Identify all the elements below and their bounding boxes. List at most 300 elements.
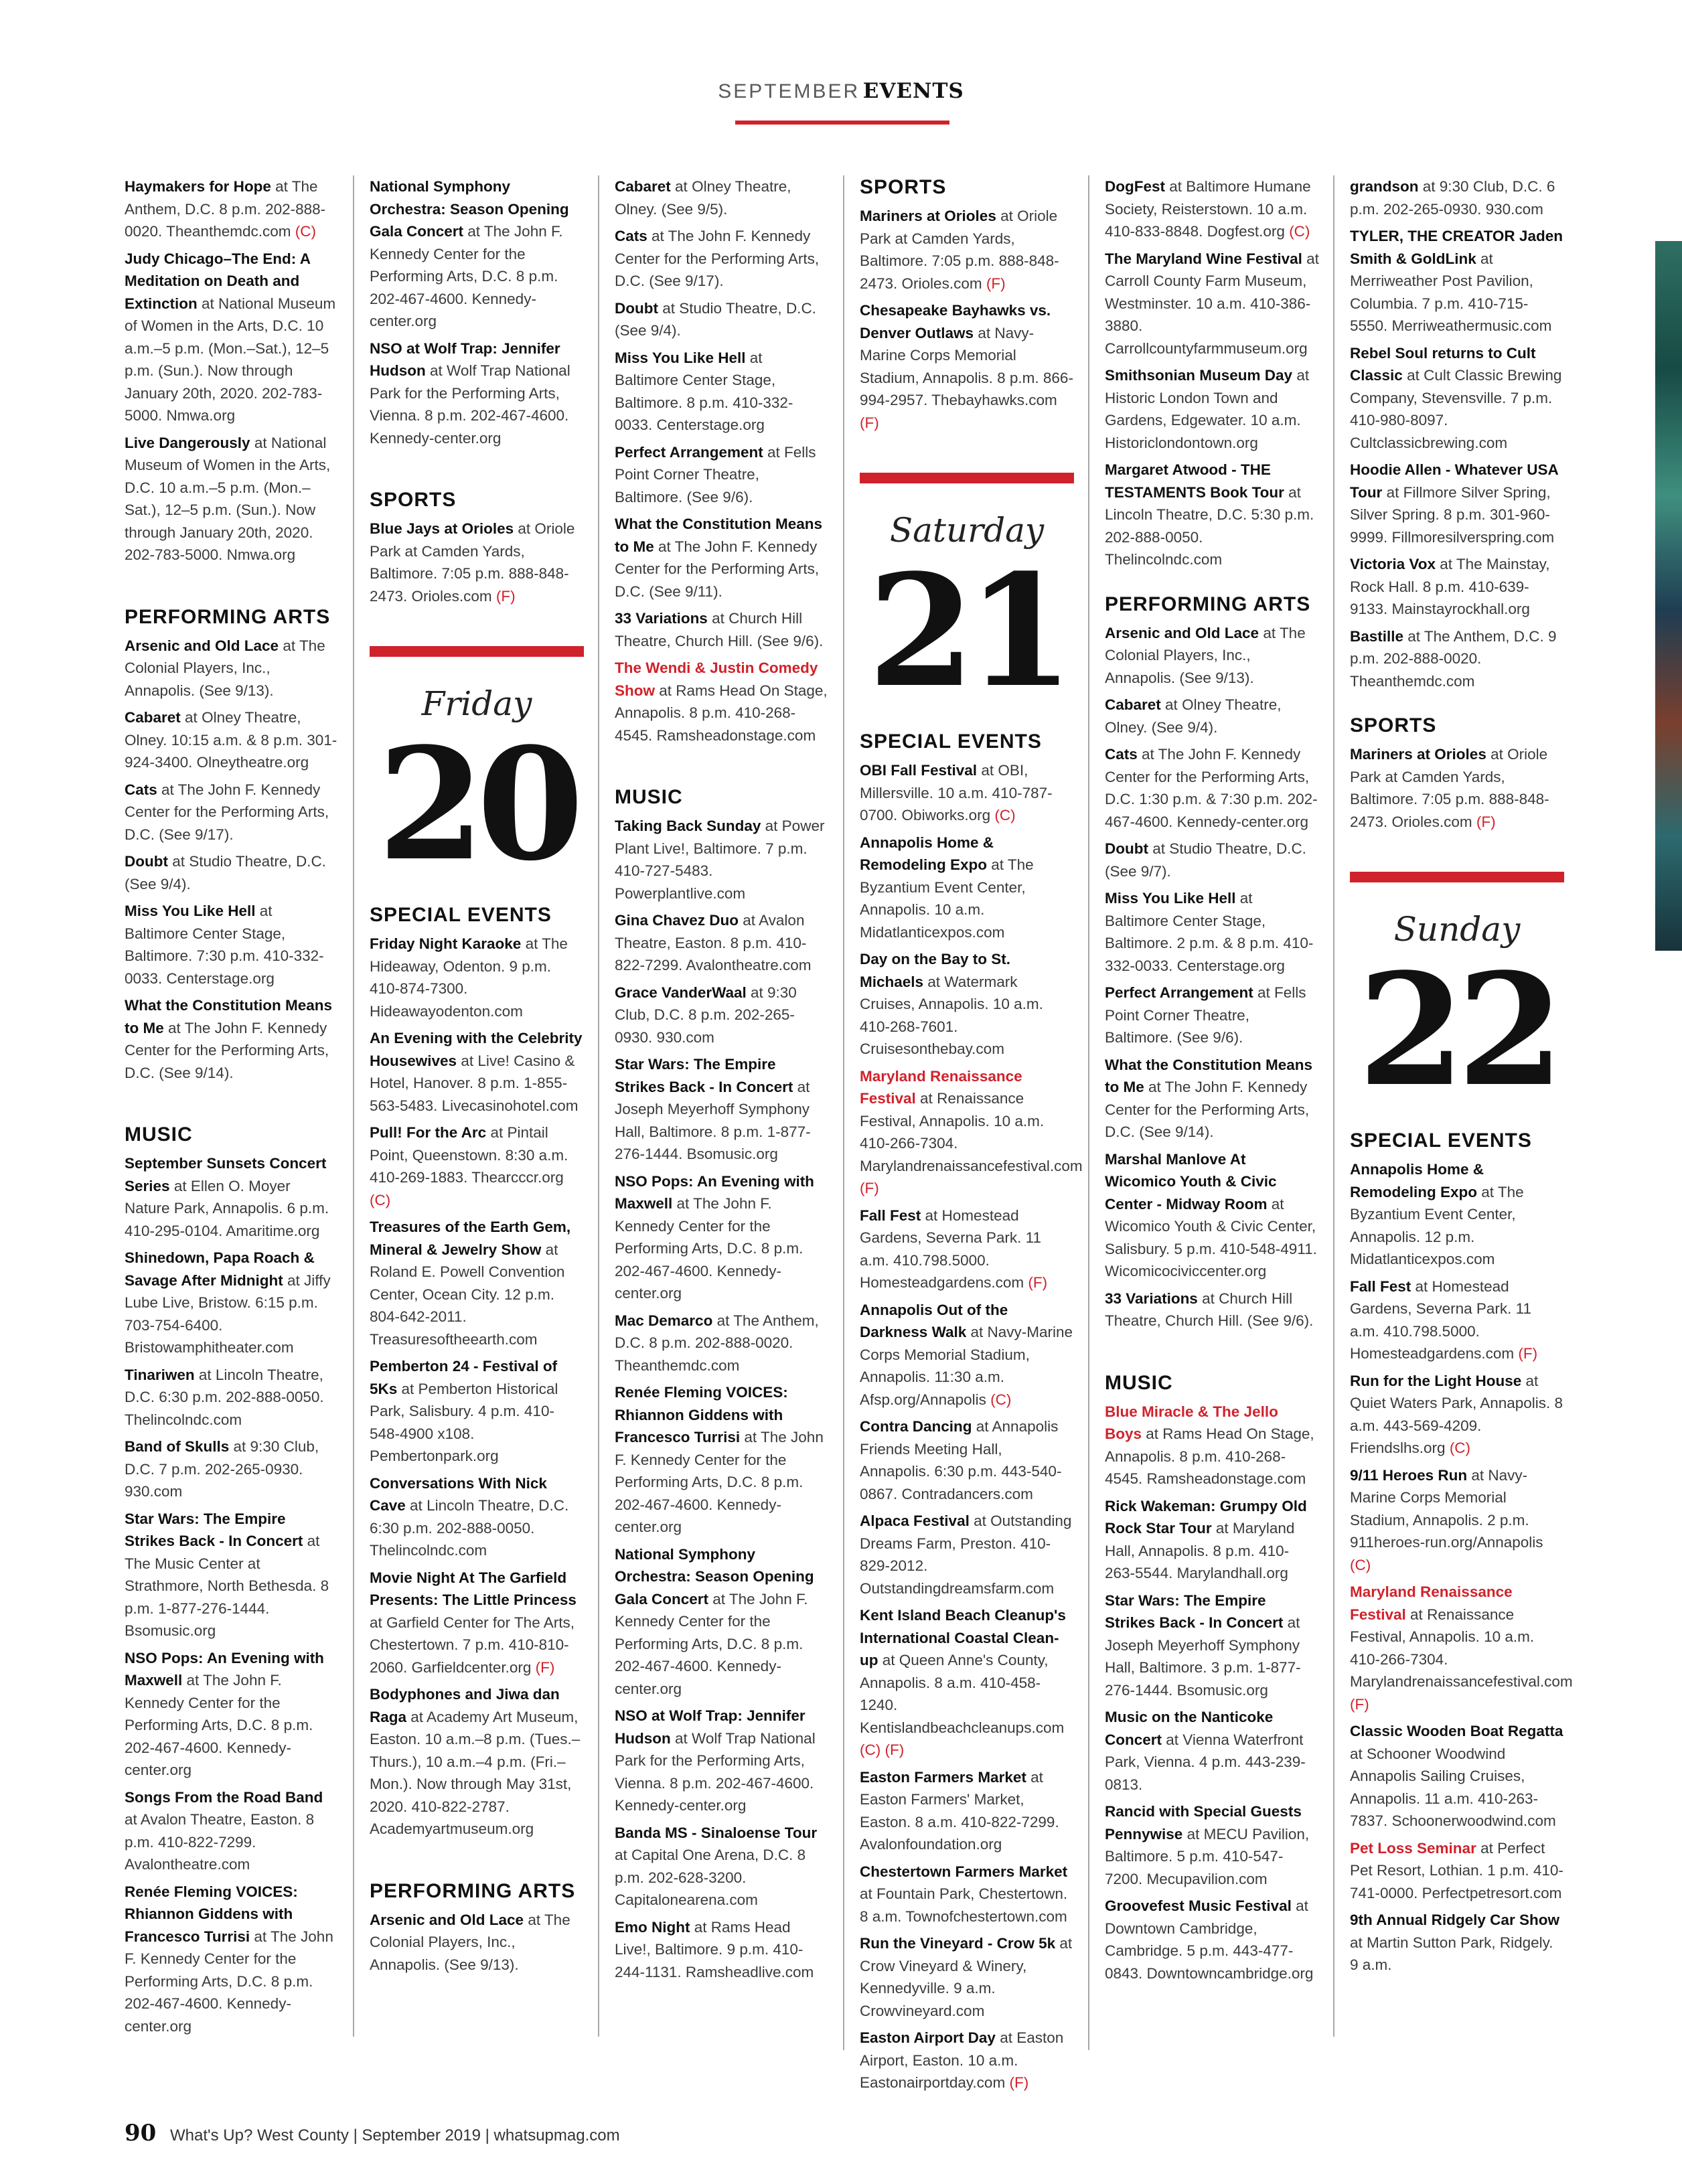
- event-details: at The Mainstay, Rock Hall. 8 p.m. 410-639-9133. Mainstayrockhall.org: [1350, 556, 1550, 617]
- event-name: Rancid with Special Guests Pennywise: [1105, 1803, 1302, 1843]
- event-name: Arsenic and Old Lace: [125, 637, 279, 654]
- event-name: Star Wars: The Empire Strikes Back - In Concert: [615, 1056, 793, 1095]
- event-details: at Ellen O. Moyer Nature Park, Annapolis. 6 p.m. 410-295-0104. Amaritime.org: [125, 1177, 329, 1239]
- event-name: Shinedown, Papa Roach & Savage After Midnight: [125, 1249, 315, 1289]
- event-listing: [1350, 342, 1564, 455]
- event-details: at The Colonial Players, Inc., Annapolis. (See 9/13).: [125, 637, 325, 699]
- event-listing: [1105, 1495, 1319, 1585]
- event-details: at Oriole Park at Camden Yards, Baltimore. 7:05 p.m. 888-848-2473. Orioles.com: [1350, 746, 1549, 830]
- header-section: SEPTEMBER: [718, 80, 860, 102]
- event-details: at The John F. Kennedy Center for the Performing Arts, D.C. 8 p.m. 202-467-4600. Kennedy-center.org: [615, 1590, 808, 1697]
- event-listing: [370, 175, 584, 333]
- event-listing: [1350, 1464, 1564, 1577]
- event-name: NSO at Wolf Trap: Jennifer Hudson: [370, 339, 560, 379]
- event-listing: [860, 1299, 1074, 1411]
- event-listing: [370, 1683, 584, 1841]
- event-name: Maryland Renaissance Festival: [860, 1067, 1022, 1107]
- event-listing: [860, 1065, 1083, 1200]
- event-name: Doubt: [125, 853, 168, 870]
- event-listing: [860, 759, 1074, 827]
- event-listing: [125, 850, 339, 895]
- event-listing: [1105, 1589, 1319, 1702]
- event-details: at Historic London Town and Gardens, Edgewater. 10 a.m. Historiclondontown.org: [1105, 367, 1310, 451]
- day-number: 22: [1357, 940, 1557, 1121]
- event-listing: [125, 1647, 339, 1782]
- event-name: Margaret Atwood - THE TESTAMENTS Book Tour: [1105, 461, 1284, 501]
- event-name: Pemberton 24 - Festival of 5Ks: [370, 1358, 558, 1397]
- event-details: at The John F. Kennedy Center for the Performing Arts, D.C. 1:30 p.m. & 7:30 p.m. 202-467-4600. Kennedy-center.org: [1105, 746, 1318, 830]
- event-name: The Wendi & Justin Comedy Show: [615, 659, 818, 699]
- event-listing: [370, 1216, 584, 1350]
- section-heading: MUSIC: [1105, 1371, 1173, 1394]
- event-details: at The John F. Kennedy Center for the Performing Arts, D.C. 8 p.m. 202-467-4600. Kennedy-center.org: [615, 1195, 804, 1302]
- event-details: at Fillmore Silver Spring, Silver Spring. 8 p.m. 301-960-9999. Fillmoresilverspring.com: [1350, 483, 1555, 546]
- section-heading: MUSIC: [615, 786, 683, 808]
- event-name: Cabaret: [1105, 696, 1161, 713]
- event-details: at Olney Theatre, Olney. 10:15 a.m. & 8 p.m. 301-924-3400. Olneytheatre.org: [125, 709, 337, 771]
- event-listing: [1105, 364, 1319, 454]
- event-details: at Navy-Marine Corps Memorial Stadium, Annapolis. 8 p.m. 866-994-2957. Thebayhawks.com: [860, 324, 1073, 408]
- event-details: at Cult Classic Brewing Company, Stevensville. 7 p.m. 410-980-8097. Cultclassicbrewing.com: [1350, 367, 1562, 451]
- event-details: at Live! Casino & Hotel, Hanover. 8 p.m. 1-855-563-5483. Livecasinohotel.com: [370, 1052, 579, 1114]
- event-name: Maryland Renaissance Festival: [1350, 1583, 1513, 1623]
- event-name: Banda MS - Sinaloense Tour: [615, 1824, 818, 1841]
- event-details: at Watermark Cruises, Annapolis. 10 a.m. 410-268-7601. Cruisesonthebay.com: [860, 973, 1043, 1057]
- event-name: TYLER, THE CREATOR Jaden Smith & GoldLink: [1350, 228, 1563, 267]
- event-flag: (F): [860, 1180, 879, 1196]
- event-flag: (C): [994, 807, 1016, 824]
- event-details: at Jiffy Lube Live, Bristow. 6:15 p.m. 703-754-6400. Bristowamphitheater.com: [125, 1271, 331, 1356]
- event-name: Movie Night At The Garfield Presents: The Little Princess: [370, 1569, 577, 1608]
- event-name: 33 Variations: [615, 610, 708, 627]
- event-details: at 9:30 Club, D.C. 7 p.m. 202-265-0930. 930.com: [125, 1438, 319, 1500]
- event-name: Band of Skulls: [125, 1438, 230, 1455]
- day-header: [370, 646, 584, 895]
- event-listing: [1105, 838, 1319, 882]
- event-listing: [615, 297, 829, 342]
- event-name: National Symphony Orchestra: Season Opening Gala Concert: [370, 178, 569, 240]
- event-name: Contra Dancing: [860, 1418, 972, 1435]
- event-listing: [1350, 1581, 1573, 1715]
- event-name: Miss You Like Hell: [1105, 890, 1236, 907]
- event-name: Treasures of the Earth Gem, Mineral & Jewelry Show: [370, 1219, 571, 1258]
- page-footer: [125, 2120, 620, 2147]
- event-name: Arsenic and Old Lace: [1105, 624, 1259, 641]
- event-details: at Homestead Gardens, Severna Park. 11 a.m. 410.798.5000. Homesteadgardens.com: [860, 1206, 1041, 1291]
- event-details: at The John F. Kennedy Center for the Performing Arts, D.C. (See 9/17).: [125, 781, 329, 843]
- event-listing: [615, 1916, 829, 1984]
- event-name: Alpaca Festival: [860, 1512, 970, 1529]
- section-heading: PERFORMING ARTS: [125, 605, 331, 628]
- event-details: at The John F. Kennedy Center for the Performing Arts, D.C. 8 p.m. 202-467-4600. Kennedy-center.org: [125, 1928, 333, 2035]
- event-listing: [1105, 248, 1319, 360]
- event-details: at The Colonial Players, Inc., Annapolis. (See 9/13).: [1105, 624, 1306, 686]
- event-name: Star Wars: The Empire Strikes Back - In Concert: [125, 1510, 303, 1549]
- event-details: at The Colonial Players, Inc., Annapolis. (See 9/13).: [370, 1911, 570, 1973]
- day-header: [1350, 872, 1564, 1121]
- event-listing: [860, 1415, 1074, 1505]
- event-name: Chesapeake Bayhawks vs. Denver Outlaws: [860, 302, 1051, 341]
- event-name: 9/11 Heroes Run: [1350, 1466, 1468, 1484]
- event-details: at The John F. Kennedy Center for the Performing Arts, D.C. 8 p.m. 202-467-4600. Kennedy-center.org: [370, 223, 563, 329]
- event-details: at National Museum of Women in the Arts, D.C. 10 a.m.–5 p.m. (Mon.–Sat.), 12–5 p.m. (Sun.). Now through January 20th, 2020. 202-783-5000. Nmwa.org: [125, 295, 336, 424]
- event-listing: [1350, 1837, 1564, 1905]
- day-header: [860, 473, 1074, 722]
- event-listing: [1350, 175, 1564, 220]
- event-listing: [1350, 743, 1564, 833]
- event-name: Renée Fleming VOICES: Rhiannon Giddens with Francesco Turrisi: [125, 1883, 298, 1945]
- event-listing: [370, 1472, 584, 1562]
- event-details: at Pintail Point, Queenstown. 8:30 a.m. 410-269-1883. Thearcccr.org: [370, 1124, 568, 1186]
- event-name: Pet Loss Seminar: [1350, 1839, 1476, 1857]
- event-details: at The John F. Kennedy Center for the Performing Arts, D.C. 8 p.m. 202-467-4600. Kennedy-center.org: [125, 1672, 313, 1778]
- event-listing: [125, 175, 339, 243]
- event-listing: [125, 779, 339, 846]
- column-divider: [843, 175, 844, 2050]
- event-details: at Joseph Meyerhoff Symphony Hall, Baltimore. 8 p.m. 1-877-276-1444. Bsomusic.org: [615, 1078, 811, 1162]
- event-name: Annapolis Out of the Darkness Walk: [860, 1301, 1008, 1340]
- event-details: at Academy Art Museum, Easton. 10 a.m.–8 p.m. (Tues.–Thurs.), 10 a.m.–4 p.m. (Fri.–Mon.). Now through May 31st, 2020. 410-822-2787. Academyartmuseum.org: [370, 1708, 581, 1837]
- event-flag: (F): [1518, 1345, 1538, 1362]
- event-listing: [370, 1355, 584, 1468]
- event-details: at The Hideaway, Odenton. 9 p.m. 410-874-7300. Hideawayodenton.com: [370, 935, 568, 1020]
- event-name: Haymakers for Hope: [125, 178, 271, 195]
- event-name: Miss You Like Hell: [125, 903, 256, 919]
- event-details: at Maryland Hall, Annapolis. 8 p.m. 410-263-5544. Marylandhall.org: [1105, 1520, 1295, 1581]
- event-name: Fall Fest: [860, 1206, 921, 1224]
- event-name: Victoria Vox: [1350, 556, 1436, 572]
- event-listing: [615, 982, 829, 1049]
- event-listing: [860, 1604, 1074, 1762]
- event-details: at Lincoln Theatre, D.C. 6:30 p.m. 202-888-0050. Thelincolndc.com: [370, 1497, 569, 1559]
- event-details: at Fells Point Corner Theatre, Baltimore. (See 9/6).: [1105, 984, 1306, 1046]
- event-details: at Baltimore Center Stage, Baltimore. 7:30 p.m. 410-332-0033. Centerstage.org: [125, 903, 324, 987]
- event-listing: [370, 1909, 584, 1976]
- section-heading: SPORTS: [370, 489, 457, 511]
- event-details: at Power Plant Live!, Baltimore. 7 p.m. 410-727-5483. Powerplantlive.com: [615, 817, 825, 902]
- event-name: Conversations With Nick Cave: [370, 1474, 547, 1514]
- event-listing: [1105, 982, 1319, 1049]
- event-name: Kent Island Beach Cleanup's International Coastal Clean-up: [860, 1607, 1066, 1668]
- event-details: at Wolf Trap National Park for the Performing Arts, Vienna. 8 p.m. 202-467-4600. Kennedy-center.org: [615, 1729, 816, 1814]
- event-details: at Rams Head On Stage, Annapolis. 8 p.m. 410-268-4545. Ramsheadonstage.com: [615, 682, 828, 744]
- event-name: Gina Chavez Duo: [615, 912, 739, 929]
- header-rule: [735, 121, 949, 125]
- event-name: Run for the Light House: [1350, 1372, 1522, 1389]
- event-name: Judy Chicago–The End: A Meditation on Death and Extinction: [125, 250, 311, 312]
- day-rule: [1350, 872, 1564, 882]
- event-listing: [1105, 1706, 1319, 1796]
- event-listing: [125, 635, 339, 702]
- event-flag: (F): [986, 275, 1006, 292]
- event-details: at The John F. Kennedy Center for the Performing Arts, D.C. (See 9/14).: [125, 1019, 329, 1081]
- event-details: at Roland E. Powell Convention Center, Ocean City. 12 p.m. 804-642-2011. Treasuresoftheearth.com: [370, 1241, 565, 1348]
- event-details: at MECU Pavilion, Baltimore. 5 p.m. 410-547-7200. Mecupavilion.com: [1105, 1825, 1310, 1887]
- column-divider: [1333, 175, 1334, 2037]
- event-name: Annapolis Home & Remodeling Expo: [1350, 1161, 1484, 1200]
- event-flag: (F): [1028, 1274, 1048, 1291]
- event-name: Fall Fest: [1350, 1277, 1411, 1295]
- event-name: Blue Jays at Orioles: [370, 520, 514, 537]
- event-name: Easton Farmers Market: [860, 1768, 1026, 1786]
- event-name: 33 Variations: [1105, 1290, 1198, 1307]
- event-details: at The John F. Kennedy Center for the Performing Arts, D.C. (See 9/17).: [615, 228, 820, 289]
- event-name: Doubt: [1105, 840, 1148, 857]
- event-listing: [125, 248, 339, 427]
- event-details: at Navy-Marine Corps Memorial Stadium, Annapolis. 2 p.m. 911heroes-run.org/Annapolis: [1350, 1466, 1543, 1551]
- event-details: at Wolf Trap National Park for the Performing Arts, Vienna. 8 p.m. 202-467-4600. Kennedy-center.org: [370, 362, 570, 447]
- column-divider: [353, 175, 354, 2037]
- event-listing: [860, 1932, 1074, 2022]
- event-name: Perfect Arrangement: [615, 443, 763, 461]
- event-listing: [370, 933, 584, 1022]
- event-name: Day on the Bay to St. Michaels: [860, 951, 1011, 990]
- event-listing: [1105, 1288, 1319, 1332]
- event-name: September Sunsets Concert Series: [125, 1155, 327, 1194]
- event-listing: [125, 1247, 339, 1359]
- event-name: Pull! For the Arc: [370, 1124, 487, 1141]
- event-details: at The Anthem, D.C. 9 p.m. 202-888-0020. Theanthemdc.com: [1350, 627, 1557, 690]
- event-details: at Rams Head On Stage, Annapolis. 8 p.m. 410-268-4545. Ramsheadonstage.com: [1105, 1425, 1314, 1487]
- event-details: at Vienna Waterfront Park, Vienna. 4 p.m. 443-239-0813.: [1105, 1731, 1306, 1793]
- event-listing: [1105, 887, 1319, 977]
- event-listing: [1105, 622, 1319, 690]
- event-details: at Martin Sutton Park, Ridgely. 9 a.m.: [1350, 1934, 1553, 1973]
- events-column-2: [370, 175, 584, 1980]
- event-listing: [1350, 225, 1564, 337]
- event-listing: [125, 1786, 339, 1876]
- event-name: Doubt: [615, 299, 658, 317]
- event-details: at Crow Vineyard & Winery, Kennedyville. 9 a.m. Crowvineyard.com: [860, 1935, 1073, 2019]
- event-name: 9th Annual Ridgely Car Show: [1350, 1912, 1559, 1928]
- event-listing: [615, 1170, 829, 1305]
- event-details: at Church Hill Theatre, Church Hill. (See 9/6).: [1105, 1290, 1314, 1329]
- event-name: Cabaret: [615, 178, 671, 195]
- event-name: Taking Back Sunday: [615, 817, 761, 834]
- event-name: NSO Pops: An Evening with Maxwell: [125, 1649, 324, 1689]
- event-listing: [1350, 553, 1564, 621]
- event-details: at Oriole Park at Camden Yards, Baltimore. 7:05 p.m. 888-848-2473. Orioles.com: [370, 520, 575, 605]
- event-flag: (F): [535, 1658, 555, 1676]
- event-flag: (C): [295, 223, 316, 240]
- event-flag: (F): [1350, 1695, 1369, 1713]
- event-name: Blue Miracle & The Jello Boys: [1105, 1403, 1278, 1442]
- event-details: at Queen Anne's County, Annapolis. 8 a.m. 410-458-1240. Kentislandbeachcleanups.com: [860, 1652, 1065, 1736]
- event-name: Cats: [1105, 746, 1138, 763]
- event-name: Mariners at Orioles: [860, 208, 996, 224]
- events-column-5: [1105, 175, 1319, 1989]
- event-listing: [860, 205, 1074, 295]
- event-name: Cabaret: [125, 709, 181, 726]
- event-listing: [370, 337, 584, 450]
- column-divider: [598, 175, 599, 2037]
- event-name: Chestertown Farmers Market: [860, 1863, 1068, 1880]
- event-details: at Studio Theatre, D.C. (See 9/4).: [125, 853, 326, 892]
- event-details: at Outstanding Dreams Farm, Preston. 410-829-2012. Outstandingdreamsfarm.com: [860, 1512, 1072, 1597]
- events-column-6: [1350, 175, 1573, 1981]
- footer-text: What's Up? West County | September 2019 | whatsupmag.com: [170, 2126, 620, 2144]
- event-listing: [1105, 694, 1319, 738]
- event-name: Emo Night: [615, 1918, 690, 1936]
- event-listing: [125, 900, 339, 990]
- event-name: Mac Demarco: [615, 1312, 713, 1329]
- event-details: at Fells Point Corner Theatre, Baltimore. (See 9/6).: [615, 443, 816, 505]
- event-details: at Wicomico Youth & Civic Center, Salisbury. 5 p.m. 410-548-4911. Wicomicociviccenter.org: [1105, 1195, 1317, 1279]
- event-listing: [1350, 459, 1564, 548]
- event-name: Rebel Soul returns to Cult Classic: [1350, 344, 1536, 384]
- event-name: What the Constitution Means to Me: [1105, 1056, 1312, 1095]
- event-name: Star Wars: The Empire Strikes Back - In Concert: [1105, 1591, 1284, 1631]
- event-listing: [1105, 1148, 1319, 1283]
- event-details: at The John F. Kennedy Center for the Performing Arts, D.C. 8 p.m. 202-467-4600. Kennedy-center.org: [615, 1429, 824, 1535]
- event-details: at Carroll County Farm Museum, Westminster. 10 a.m. 410-386-3880. Carrollcountyfarmmuseum.org: [1105, 250, 1319, 357]
- event-listing: [125, 994, 339, 1084]
- event-name: What the Constitution Means to Me: [125, 997, 332, 1036]
- event-flag: (C): [1289, 223, 1310, 240]
- event-listing: [125, 1364, 339, 1431]
- section-heading: SPECIAL EVENTS: [370, 904, 552, 926]
- event-name: Groovefest Music Festival: [1105, 1897, 1292, 1914]
- event-listing: [860, 832, 1074, 944]
- event-name: Easton Airport Day: [860, 2029, 996, 2046]
- event-name: OBI Fall Festival: [860, 762, 978, 779]
- event-details: at Perfect Pet Resort, Lothian. 1 p.m. 410-741-0000. Perfectpetresort.com: [1350, 1839, 1563, 1901]
- event-listing: [370, 1567, 584, 1679]
- event-details: at Lincoln Theatre, D.C. 5:30 p.m. 202-888-0050. Thelincolndc.com: [1105, 483, 1314, 568]
- column-divider: [1088, 175, 1089, 2050]
- event-listing: [615, 513, 829, 603]
- event-listing: [1105, 175, 1319, 243]
- event-listing: [860, 299, 1074, 434]
- event-listing: [125, 1152, 339, 1242]
- event-listing: [615, 1822, 829, 1912]
- event-listing: [1105, 1401, 1319, 1490]
- event-details: at The Music Center at Strathmore, North Bethesda. 8 p.m. 1-877-276-1444. Bsomusic.org: [125, 1533, 329, 1639]
- section-heading: SPECIAL EVENTS: [860, 730, 1042, 753]
- event-listing: [1350, 1158, 1564, 1271]
- event-listing: [860, 1766, 1074, 1856]
- event-listing: [370, 1121, 584, 1211]
- event-listing: [615, 1705, 829, 1817]
- event-flag: (F): [495, 587, 516, 605]
- event-details: at Baltimore Humane Society, Reisterstown. 10 a.m. 410-833-8848. Dogfest.org: [1105, 178, 1311, 240]
- event-name: NSO at Wolf Trap: Jennifer Hudson: [615, 1707, 806, 1747]
- event-flag: (F): [1009, 2074, 1029, 2091]
- header-title: EVENTS: [862, 79, 964, 103]
- day-name: Sunday: [1393, 910, 1521, 949]
- event-details: at Merriweather Post Pavilion, Columbia. 7 p.m. 410-715-5550. Merriweathermusic.com: [1350, 250, 1552, 334]
- event-details: at Oriole Park at Camden Yards, Baltimore. 7:05 p.m. 888-848-2473. Orioles.com: [860, 208, 1059, 292]
- event-name: Marshal Manlove At Wicomico Youth & Civic Center - Midway Room: [1105, 1150, 1277, 1213]
- event-name: Songs From the Road Band: [125, 1788, 323, 1806]
- event-details: at Easton Farmers' Market, Easton. 8 a.m. 410-822-7299. Avalonfoundation.org: [860, 1768, 1059, 1853]
- event-details: at Renaissance Festival, Annapolis. 10 a.m. 410-266-7304. Marylandrenaissancefestival.com: [1350, 1606, 1573, 1690]
- event-details: at Studio Theatre, D.C. (See 9/4).: [615, 299, 816, 339]
- event-details: at 9:30 Club, D.C. 6 p.m. 202-265-0930. 930.com: [1350, 178, 1555, 218]
- page-number: 90: [125, 2120, 157, 2147]
- event-details: at Fountain Park, Chestertown. 8 a.m. Townofchestertown.com: [860, 1885, 1068, 1925]
- event-flag: (F): [1476, 813, 1496, 830]
- event-listing: [1105, 459, 1319, 571]
- event-details: at 9:30 Club, D.C. 8 p.m. 202-265-0930. 930.com: [615, 984, 797, 1046]
- event-details: at Schooner Woodwind Annapolis Sailing Cruises, Annapolis. 11 a.m. 410-263-7837. Schoonerwoodwind.com: [1350, 1745, 1556, 1829]
- event-name: Bodyphones and Jiwa dan Raga: [370, 1686, 560, 1725]
- event-listing: [125, 1435, 339, 1503]
- edge-photo-strip: [1655, 241, 1682, 951]
- day-number: 21: [867, 541, 1067, 722]
- event-listing: [615, 1310, 829, 1377]
- event-name: Friday Night Karaoke: [370, 935, 522, 952]
- event-listing: [615, 607, 829, 652]
- event-name: grandson: [1350, 178, 1419, 195]
- event-details: at Avalon Theatre, Easton. 8 p.m. 410-822-7299. Avalontheatre.com: [125, 1811, 315, 1873]
- event-details: at The Anthem, D.C. 8 p.m. 202-888-0020. Theanthemdc.com: [125, 178, 326, 240]
- event-details: at National Museum of Women in the Arts, D.C. 10 a.m.–5 p.m. (Mon.–Sat.), 12–5 p.m. (Sun.). Now through January 20th, 2020. 202-783-5000. Nmwa.org: [125, 434, 331, 563]
- event-details: at The John F. Kennedy Center for the Performing Arts, D.C. (See 9/11).: [615, 538, 820, 600]
- events-column-1: [125, 175, 339, 2042]
- events-column-3: [615, 175, 829, 1988]
- event-listing: [860, 2027, 1074, 2094]
- event-details: at The John F. Kennedy Center for the Performing Arts, D.C. (See 9/14).: [1105, 1079, 1310, 1140]
- event-details: at Quiet Waters Park, Annapolis. 8 a.m. 443-569-4209. Friendslhs.org: [1350, 1372, 1563, 1456]
- event-name: Rick Wakeman: Grumpy Old Rock Star Tour: [1105, 1497, 1307, 1537]
- event-listing: [1350, 1370, 1564, 1460]
- event-flag: (C): [1350, 1556, 1371, 1573]
- events-column-4: [860, 175, 1083, 2099]
- event-name: Grace VanderWaal: [615, 984, 747, 1001]
- section-heading: SPORTS: [1350, 714, 1437, 736]
- event-listing: [1105, 1895, 1319, 1984]
- page-header: [0, 79, 1682, 103]
- event-name: NSO Pops: An Evening with Maxwell: [615, 1172, 814, 1212]
- event-details: at Rams Head Live!, Baltimore. 9 p.m. 410-244-1131. Ramsheadlive.com: [615, 1918, 814, 1980]
- event-flag: (C) (F): [860, 1741, 905, 1758]
- event-listing: [615, 1381, 829, 1539]
- event-details: at Olney Theatre, Olney. (See 9/5).: [615, 178, 791, 218]
- event-listing: [860, 1861, 1074, 1928]
- event-listing: [615, 1543, 829, 1701]
- event-name: Miss You Like Hell: [615, 349, 746, 366]
- event-details: at Garfield Center for The Arts, Chestertown. 7 p.m. 410-810-2060. Garfieldcenter.org: [370, 1614, 575, 1676]
- event-listing: [1350, 625, 1564, 693]
- event-flag: (C): [990, 1391, 1012, 1408]
- event-flag: (F): [860, 414, 879, 431]
- event-details: at Homestead Gardens, Severna Park. 11 a.m. 410.798.5000. Homesteadgardens.com: [1350, 1277, 1531, 1362]
- event-name: Live Dangerously: [125, 434, 250, 451]
- section-heading: PERFORMING ARTS: [1105, 593, 1311, 615]
- event-details: at Renaissance Festival, Annapolis. 10 a.m. 410-266-7304. Marylandrenaissancefestival.com: [860, 1090, 1083, 1174]
- event-details: at Baltimore Center Stage, Baltimore. 8 p.m. 410-332-0033. Centerstage.org: [615, 349, 793, 433]
- event-details: at Capital One Arena, D.C. 8 p.m. 202-628-3200. Capitalonearena.com: [615, 1847, 806, 1908]
- event-flag: (C): [1449, 1439, 1471, 1456]
- event-name: What the Constitution Means to Me: [615, 516, 822, 555]
- event-details: at The Byzantium Event Center, Annapolis. 12 p.m. Midatlanticexpos.com: [1350, 1183, 1524, 1267]
- event-name: National Symphony Orchestra: Season Opening Gala Concert: [615, 1545, 814, 1608]
- event-name: The Maryland Wine Festival: [1105, 250, 1302, 267]
- event-details: at Easton Airport, Easton. 10 a.m. Eastonairportday.com: [860, 2029, 1064, 2091]
- event-listing: [1105, 743, 1319, 833]
- event-details: at Baltimore Center Stage, Baltimore. 2 p.m. & 8 p.m. 410-332-0033. Centerstage.org: [1105, 890, 1314, 974]
- event-details: at Annapolis Friends Meeting Hall, Annapolis. 6:30 p.m. 443-540-0867. Contradancers.com: [860, 1418, 1062, 1502]
- event-details: at Church Hill Theatre, Church Hill. (See 9/6).: [615, 610, 824, 649]
- event-listing: [615, 347, 829, 437]
- event-details: at Olney Theatre, Olney. (See 9/4).: [1105, 696, 1282, 736]
- event-name: Annapolis Home & Remodeling Expo: [860, 834, 994, 873]
- event-details: at The Byzantium Event Center, Annapolis. 10 a.m. Midatlanticexpos.com: [860, 856, 1034, 941]
- event-details: at Lincoln Theatre, D.C. 6:30 p.m. 202-888-0050. Thelincolndc.com: [125, 1366, 324, 1428]
- event-name: Mariners at Orioles: [1350, 746, 1486, 763]
- event-name: Cats: [615, 228, 647, 244]
